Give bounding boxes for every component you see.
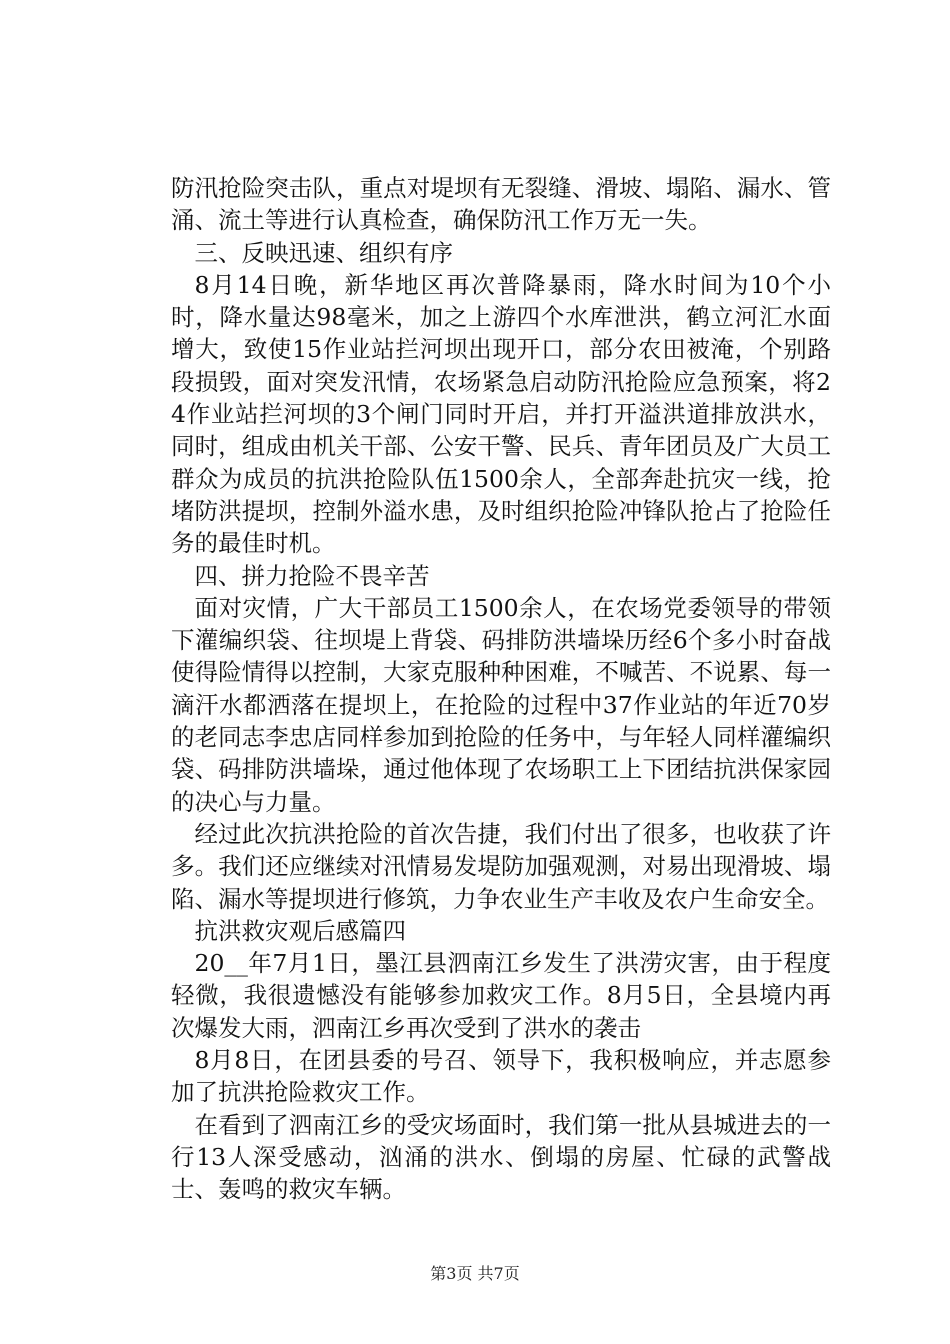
page-number-footer: 第3页 共7页 — [430, 1264, 520, 1283]
article-title-part-4: 抗洪救灾观后感篇四 — [194, 916, 406, 945]
paragraph-2: 8月14日晚，新华地区再次普降暴雨，降水时间为10个小时，降水量达98毫米，加之上游四个水库泄洪，鹤立河汇水面增大，致使15作业站拦河坝出现开口，部分农田被淹，个别路段损毁，面对突发汛情，农场紧急启动防汛抢险应急预案，将24作业站拦河坝的3个闸门同时开启，并打开溢洪道排放洪水，同时，组成由机关干部、公安干警、民兵、青年团员及广大员工群众为成员的抗洪抢险队伍1500余人，全部奔赴抗灾一线，抢堵防洪提坝，控制外溢水患，及时组织抢险冲锋队抢占了抢险任务的最佳时机。 — [171, 270, 831, 558]
paragraph-6: 8月8日，在团县委的号召、领导下，我积极响应，并志愿参加了抗洪抢险救灾工作。 — [171, 1046, 831, 1107]
paragraph-5: 20__年7月1日，墨江县泗南江乡发生了洪涝灾害，由于程度轻微，我很遗憾没有能够参加救灾工作。8月5日，全县境内再次爆发大雨，泗南江乡再次受到了洪水的袭击 — [171, 949, 831, 1042]
section-heading-3: 三、反映迅速、组织有序 — [194, 238, 453, 267]
document-body — [171, 172, 831, 1206]
paragraph-1: 防汛抢险突击队，重点对堤坝有无裂缝、滑坡、塌陷、漏水、管涌、流土等进行认真检查，确保防汛工作万无一失。 — [171, 174, 831, 235]
paragraph-3: 面对灾情，广大干部员工1500余人，在农场党委领导的带领下灌编织袋、往坝堤上背袋、码排防洪墙垛历经6个多小时奋战使得险情得以控制，大家克服种种困难，不喊苦、不说累、每一滴汗水都洒落在提坝上，在抢险的过程中37作业站的年近70岁的老同志李忠店同样参加到抢险的任务中，与年轻人同样灌编织袋、码排防洪墙垛，通过他体现了农场职工上下团结抗洪保家园的决心与力量。 — [171, 593, 831, 816]
section-heading-4: 四、拼力抢险不畏辛苦 — [194, 561, 430, 590]
paragraph-7: 在看到了泗南江乡的受灾场面时，我们第一批从县城进去的一行13人深受感动，汹涌的洪水、倒塌的房屋、忙碌的武警战士、轰鸣的救灾车辆。 — [171, 1110, 831, 1204]
paragraph-4: 经过此次抗洪抢险的首次告捷，我们付出了很多，也收获了许多。我们还应继续对汛情易发堤防加强观测，对易出现滑坡、塌陷、漏水等提坝进行修筑，力争农业生产丰收及农户生命安全。 — [171, 819, 831, 913]
